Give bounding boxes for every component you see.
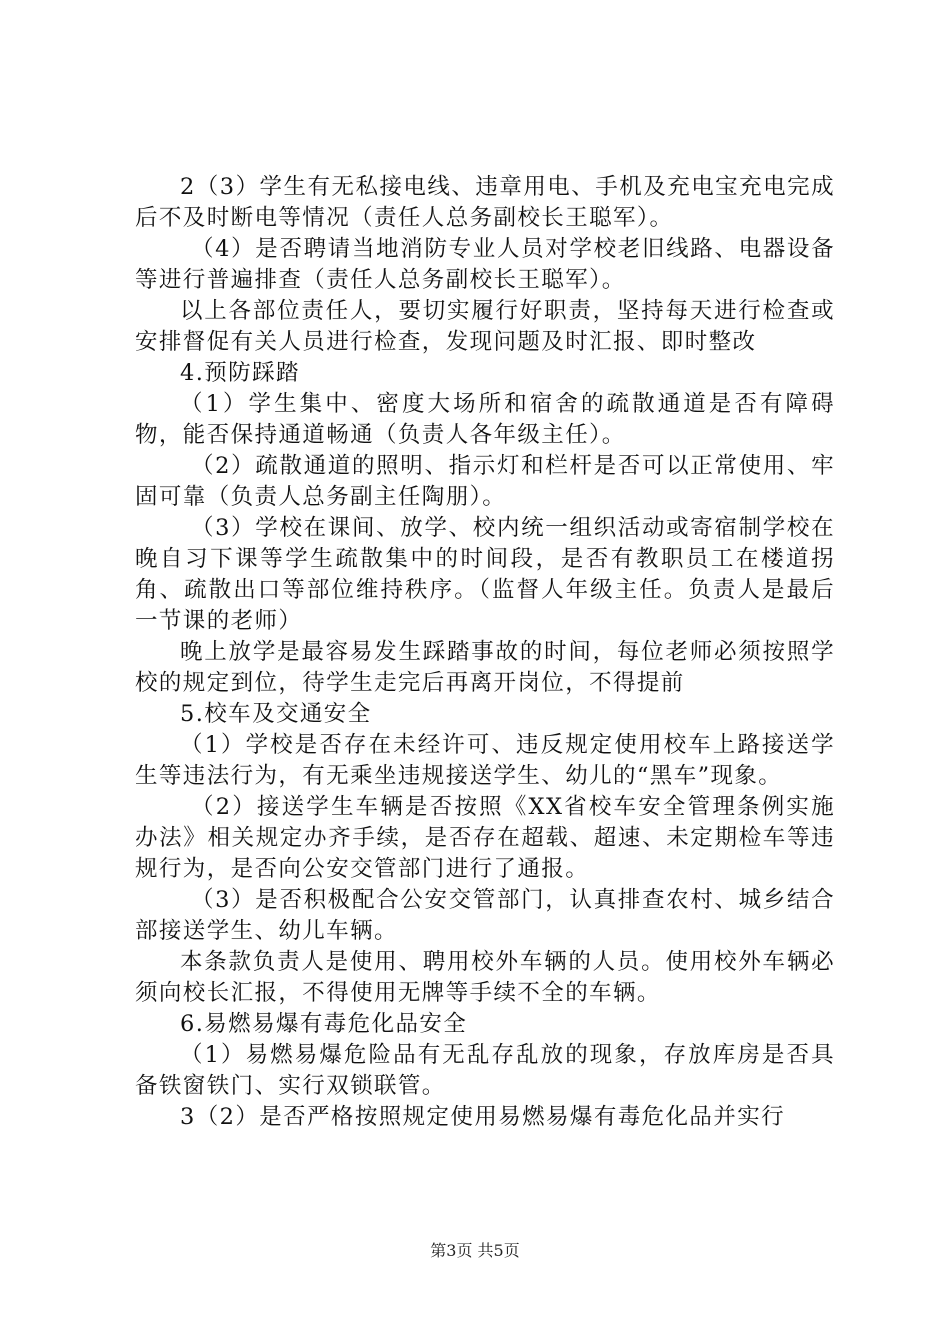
paragraph: （3）是否积极配合公安交管部门，认真排查农村、城乡结合部接送学生、幼儿车辆。 <box>135 887 835 944</box>
paragraph: （2）接送学生车辆是否按照《XX省校车安全管理条例实施办法》相关规定办齐手续，是否存在超载、超速、未定期检车等违规行为，是否向公安交管部门进行了通报。 <box>135 794 835 882</box>
paragraph: （1）学校是否存在未经许可、违反规定使用校车上路接送学生等违法行为，有无乘坐违规接送学生、幼儿的“黑车”现象。 <box>135 732 835 789</box>
paragraph: （1）易燃易爆危险品有无乱存乱放的现象，存放库房是否具备铁窗铁门、实行双锁联管。 <box>135 1042 835 1099</box>
paragraph: （3）学校在课间、放学、校内统一组织活动或寄宿制学校在晚自习下课等学生疏散集中的时间段，是否有教职员工在楼道拐角、疏散出口等部位维持秩序。（监督人年级主任。负责人是最后一节课的老师） <box>135 515 835 634</box>
section-heading: 5.校车及交通安全 <box>180 701 372 727</box>
section-heading: 4.预防踩踏 <box>180 360 300 386</box>
paragraph: 3（2）是否严格按照规定使用易燃易爆有毒危化品并实行 <box>180 1104 786 1130</box>
section-heading: 6.易燃易爆有毒危化品安全 <box>180 1011 468 1037</box>
document-body <box>135 172 835 1133</box>
paragraph: （1）学生集中、密度大场所和宿舍的疏散通道是否有障碍物，能否保持通道畅通（负责人各年级主任）。 <box>135 391 835 448</box>
paragraph: （4）是否聘请当地消防专业人员对学校老旧线路、电器设备等进行普遍排查（责任人总务副校长王聪军）。 <box>135 236 835 293</box>
paragraph: 2（3）学生有无私接电线、违章用电、手机及充电宝充电完成后不及时断电等情况（责任人总务副校长王聪军）。 <box>135 174 835 231</box>
paragraph: 晚上放学是最容易发生踩踏事故的时间，每位老师必须按照学校的规定到位，待学生走完后再离开岗位，不得提前 <box>135 639 835 696</box>
paragraph: 本条款负责人是使用、聘用校外车辆的人员。使用校外车辆必须向校长汇报，不得使用无牌等手续不全的车辆。 <box>135 949 835 1006</box>
paragraph: （2）疏散通道的照明、指示灯和栏杆是否可以正常使用、牢固可靠（负责人总务副主任陶朋）。 <box>135 453 835 510</box>
paragraph: 以上各部位责任人，要切实履行好职责，坚持每天进行检查或安排督促有关人员进行检查，发现问题及时汇报、即时整改 <box>135 298 835 355</box>
page-number: 第3页 共5页 <box>430 1241 520 1260</box>
page-footer <box>0 1241 950 1261</box>
